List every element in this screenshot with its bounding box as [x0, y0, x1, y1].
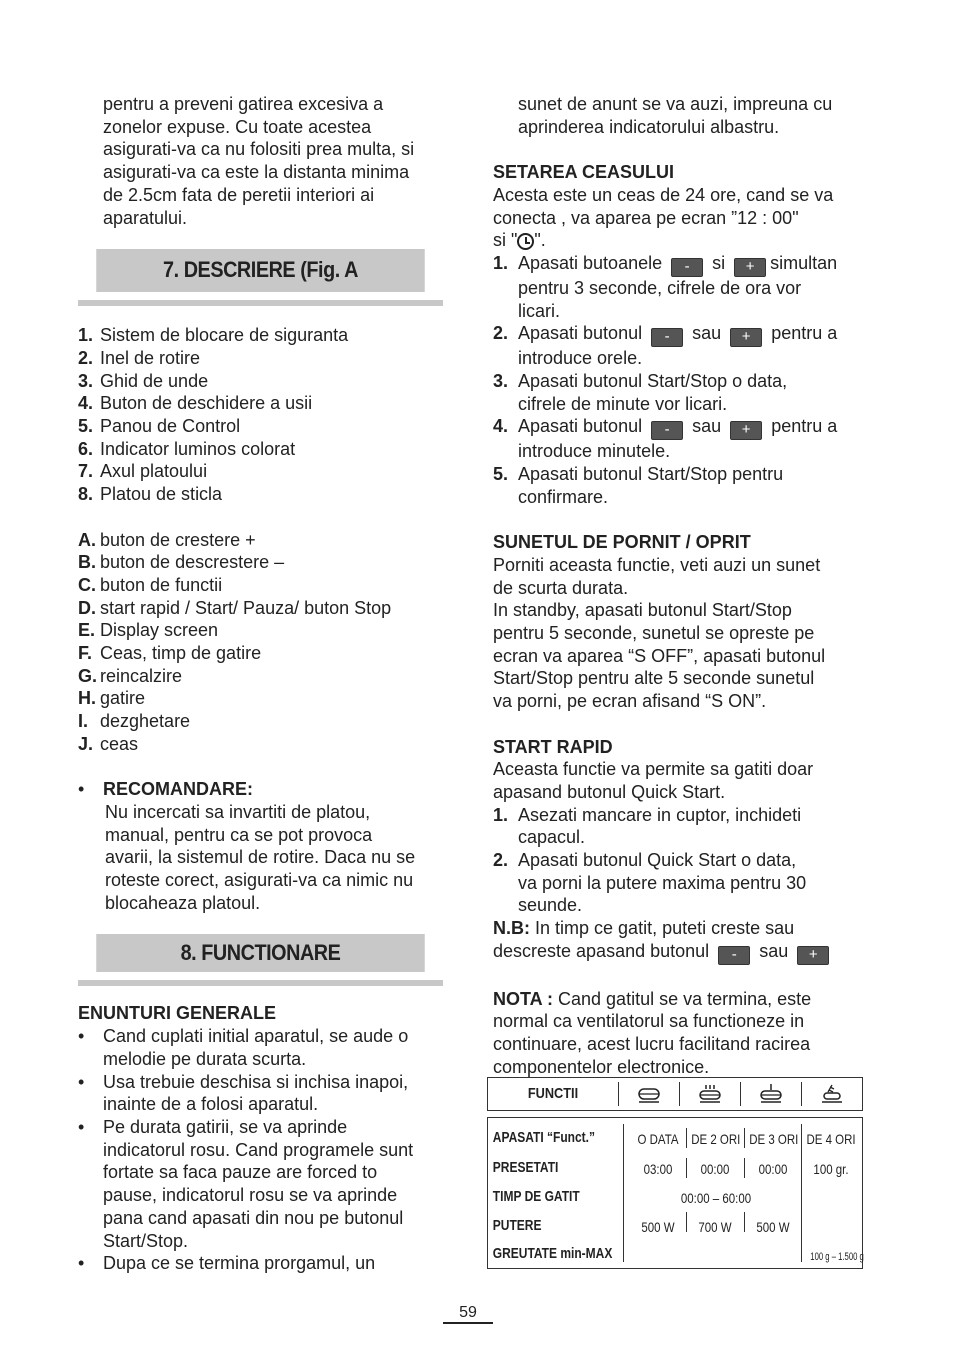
step-number: 3. — [493, 371, 509, 392]
right-column — [493, 93, 863, 1078]
text-line: inainte de a folosi aparatul. — [103, 1094, 319, 1115]
text-line: blocaheaza platoul. — [105, 892, 261, 913]
text-fragment: pentru a — [771, 416, 838, 437]
list-item — [493, 415, 863, 463]
item-text: Platou de sticla — [100, 484, 223, 505]
bullet: • — [78, 779, 85, 800]
item-key: 6. — [78, 438, 94, 459]
item-text: Indicator luminos colorat — [100, 438, 296, 459]
table-cell: 03:00 — [643, 1161, 673, 1177]
clock-function-icon — [618, 1082, 679, 1106]
nb-note — [493, 917, 863, 940]
parts-lettered-list — [78, 529, 443, 756]
row-label: APASATI “Funct.” — [492, 1128, 596, 1146]
general-bullet-list — [78, 1025, 443, 1275]
section-title: 7. DESCRIERE (Fig. A — [163, 257, 358, 283]
step-number: 1. — [493, 252, 509, 273]
plus-button-icon: + — [734, 258, 766, 277]
text-fragment: simultan — [770, 252, 838, 273]
item-text: Inel de rotire — [100, 347, 201, 368]
sound-paragraph — [493, 554, 863, 713]
minus-button-icon: - — [718, 946, 750, 965]
text-line: aparatului. — [103, 207, 188, 228]
item-key: 7. — [78, 461, 94, 482]
text-line: Start/Stop pentru alte 5 seconde sunetul — [493, 668, 815, 689]
text-fragment: In timp ce gatit, puteti creste sau — [535, 918, 795, 939]
text-fragment: sau — [692, 416, 722, 437]
table-cell: 100 gr. — [813, 1161, 849, 1177]
item-text: buton de functii — [100, 574, 223, 595]
bullet: • — [78, 1071, 85, 1092]
row-label: GREUTATE min-MAX — [492, 1244, 613, 1262]
clock-icon — [517, 233, 534, 250]
text-line: manual, pentru ca se pot provoca — [105, 824, 373, 845]
subsection-title: SUNETUL DE PORNIT / OPRIT — [493, 532, 751, 553]
minus-button-icon: - — [651, 421, 683, 440]
item-key: 8. — [78, 484, 94, 505]
cook-function-icon — [740, 1082, 801, 1106]
table-cell: O DATA — [637, 1131, 679, 1147]
item-text: ceas — [100, 733, 139, 754]
text-fragment: sau — [759, 940, 789, 961]
list-item — [78, 1116, 443, 1252]
clock-steps — [493, 252, 863, 509]
row-label: PRESETATI — [492, 1158, 559, 1176]
text-line: conecta , va aparea pe ecran ”12 : 00" — [493, 207, 799, 228]
table-cell: 500 W — [756, 1219, 790, 1235]
step-number: 1. — [493, 804, 509, 825]
text-line: In standby, apasati butonul Start/Stop — [493, 600, 792, 621]
functions-table — [487, 1077, 863, 1269]
nota-note — [493, 988, 863, 1011]
item-text: start rapid / Start/ Pauza/ buton Stop — [100, 597, 392, 618]
list-item — [78, 529, 443, 552]
text-line: Pe durata gatirii, se va aprinde — [103, 1116, 348, 1137]
list-item — [78, 392, 443, 415]
text-line — [493, 229, 863, 252]
table-body — [487, 1117, 863, 1269]
text-line: Apasati butonul Quick Start o data, — [518, 850, 797, 871]
list-item — [78, 733, 443, 756]
text-line: pentru a preveni gatirea excesiva a — [103, 94, 384, 114]
text-line: Apasati butonul Start/Stop o data, — [518, 371, 788, 392]
plus-button-icon: + — [797, 946, 829, 965]
list-item — [78, 710, 443, 733]
item-key: 3. — [78, 370, 94, 391]
text-line: asigurati-va ca nu folositi prea multa, si — [103, 139, 415, 160]
item-key: H. — [78, 688, 96, 709]
text-line: Apasati butonul Start/Stop pentru — [518, 464, 784, 485]
item-text: Sistem de blocare de siguranta — [100, 325, 349, 346]
text-line: normal ca ventilatorul sa functioneze in — [493, 1011, 805, 1032]
list-item — [78, 597, 443, 620]
item-text: dezghetare — [100, 711, 191, 732]
recommendation-text — [78, 801, 443, 915]
item-key: F. — [78, 643, 93, 664]
plus-button-icon: + — [730, 421, 762, 440]
text-fragment: sau — [692, 323, 722, 344]
list-item — [493, 252, 863, 322]
list-item — [493, 322, 863, 370]
minus-button-icon: - — [671, 258, 703, 277]
row-label: PUTERE — [492, 1216, 542, 1234]
list-item — [78, 1025, 443, 1070]
list-item — [493, 463, 863, 508]
bullet: • — [78, 1026, 85, 1047]
list-item — [78, 1071, 443, 1116]
list-item — [78, 415, 443, 438]
list-item — [78, 460, 443, 483]
list-item — [78, 370, 443, 393]
text-fragment: ". — [534, 230, 546, 251]
text-fragment: Cand gatitul se va termina, este — [558, 988, 812, 1009]
text-line: avarii, la sistemul de rotire. Daca nu se — [105, 847, 416, 868]
recommendation-title: RECOMANDARE: — [103, 779, 253, 800]
text-line: continuare, acest lucru facilitand racirea — [493, 1033, 811, 1054]
text-line: sunet de anunt se va auzi, impreuna cu — [518, 94, 833, 114]
plus-button-icon: + — [730, 328, 762, 347]
text-line: zonelor expuse. Cu toate acestea — [103, 116, 372, 137]
list-item — [78, 642, 443, 665]
text-line: melodie pe durata scurta. — [103, 1048, 307, 1069]
text-line: capacul. — [518, 827, 586, 848]
item-text: Axul platoului — [100, 461, 208, 482]
text-line: Aceasta functie va permite sa gatiti doar — [493, 759, 814, 780]
item-key: 5. — [78, 416, 94, 437]
table-cell: 500 W — [641, 1219, 675, 1235]
page-number-underline — [443, 1322, 493, 1324]
item-key: C. — [78, 574, 96, 595]
text-line: asigurati-va ca este la distanta minima — [103, 162, 410, 183]
step-number: 2. — [493, 850, 509, 871]
text-line: pause, indicatorul rosu se va aprinde — [103, 1185, 398, 1206]
item-text: Ghid de unde — [100, 370, 209, 391]
item-key: A. — [78, 529, 96, 550]
item-text: Buton de deschidere a usii — [100, 393, 313, 414]
text-line: introduce minutele. — [518, 441, 671, 462]
list-item — [78, 483, 443, 506]
text-line: Porniti aceasta functie, veti auzi un sunet — [493, 554, 821, 575]
text-line: aprinderea indicatorului albastru. — [518, 116, 780, 137]
section-7-heading — [96, 249, 425, 292]
page-number: 59 — [459, 1304, 477, 1321]
subsection-title: START RAPID — [493, 736, 613, 757]
item-text: buton de descrestere – — [100, 552, 285, 573]
text-fragment: si " — [493, 230, 518, 251]
table-header — [487, 1077, 863, 1111]
text-line: cifrele de minute vor licari. — [518, 393, 728, 414]
row-label: TIMP DE GATIT — [492, 1187, 580, 1205]
item-text: gatire — [100, 688, 146, 709]
bullet: • — [78, 1253, 85, 1274]
text-line: Nu incercati sa invartiti de platou, — [105, 801, 371, 822]
item-text: reincalzire — [100, 665, 183, 686]
text-fragment: pentru a — [771, 323, 838, 344]
text-line: Dupa ce se termina prorgamul, un — [103, 1253, 376, 1274]
bullet: • — [78, 1116, 85, 1137]
section-8-heading — [96, 934, 425, 972]
table-cell: 00:00 – 60:00 — [680, 1190, 752, 1206]
text-line: seunde. — [518, 895, 583, 916]
parts-numbered-list — [78, 324, 443, 506]
text-line: Asezati mancare in cuptor, inchideti — [518, 804, 802, 825]
text-line: pana cand apasati din nou pe butonul — [103, 1207, 404, 1228]
text-line: Acesta este un ceas de 24 ore, cand se va — [493, 184, 834, 205]
item-key: 2. — [78, 347, 94, 368]
continued-paragraph — [493, 93, 863, 138]
list-item — [78, 324, 443, 347]
list-item — [78, 347, 443, 370]
item-key: D. — [78, 597, 96, 618]
text-fragment: descreste apasand butonul — [493, 940, 710, 961]
table-cell: 100 g – 1.500 g — [810, 1251, 864, 1263]
table-cell: 00:00 — [700, 1161, 730, 1177]
nb-label: N.B: — [493, 918, 530, 939]
text-line: apasand butonul Quick Start. — [493, 781, 726, 802]
list-item — [78, 687, 443, 710]
text-line: va porni, pe ecran afisand “S ON”. — [493, 691, 767, 712]
subsection-title: ENUNTURI GENERALE — [78, 1003, 277, 1024]
table-cell: 700 W — [698, 1219, 732, 1235]
text-fragment: Apasati butonul — [518, 416, 643, 437]
text-line: Cand cuplati initial aparatul, se aude o — [103, 1026, 409, 1047]
text-line: confirmare. — [518, 486, 609, 507]
text-line: roteste corect, asigurati-va ca nimic nu — [105, 870, 414, 891]
item-key: I. — [78, 711, 89, 732]
section-title: 8. FUNCTIONARE — [180, 940, 341, 966]
item-text: Ceas, timp de gatire — [100, 643, 262, 664]
list-item — [78, 1252, 443, 1275]
text-line: componentelor electronice. — [493, 1056, 710, 1077]
text-line: Usa trebuie deschisa si inchisa inapoi, — [103, 1071, 409, 1092]
list-item — [493, 804, 863, 849]
step-number: 5. — [493, 464, 509, 485]
step-number: 2. — [493, 323, 509, 344]
text-line: fortate sa faca pauze are forced to — [103, 1162, 378, 1183]
text-fragment: Apasati butoanele — [518, 252, 663, 273]
defrost-function-icon — [801, 1082, 862, 1106]
item-key: 1. — [78, 325, 94, 346]
item-key: B. — [78, 552, 96, 573]
list-item — [78, 551, 443, 574]
table-cell: DE 3 ORI — [749, 1131, 799, 1147]
quick-start-steps — [493, 804, 863, 918]
subsection-title: SETAREA CEASULUI — [493, 162, 675, 183]
item-key: 4. — [78, 393, 94, 414]
text-line: pentru 5 seconde, sunetul se opreste pe — [493, 623, 815, 644]
text-line — [493, 940, 863, 965]
text-line: Start/Stop. — [103, 1230, 189, 1251]
text-line: va porni la putere maxima pentru 30 — [518, 872, 807, 893]
nota-label: NOTA : — [493, 988, 553, 1009]
minus-button-icon: - — [651, 328, 683, 347]
text-line: de 2.5cm fata de peretii interiori ai — [103, 184, 375, 205]
item-text: buton de crestere + — [100, 529, 256, 550]
intro-paragraph — [78, 93, 443, 229]
text-line: pentru 3 seconde, cifrele de ora vor — [518, 277, 802, 298]
list-item — [78, 665, 443, 688]
list-item — [493, 849, 863, 917]
text-line: ecran va aparea “S OFF”, apasati butonul — [493, 645, 826, 666]
text-line: introduce orele. — [518, 348, 643, 369]
table-cell: DE 4 ORI — [806, 1131, 856, 1147]
list-item — [78, 438, 443, 461]
item-text: Panou de Control — [100, 416, 241, 437]
text-line: de scurta durata. — [493, 577, 629, 598]
text-line: licari. — [518, 300, 561, 321]
list-item — [78, 574, 443, 597]
text-fragment: si — [712, 252, 726, 273]
item-text: Display screen — [100, 620, 219, 641]
item-key: J. — [78, 733, 94, 754]
table-cell: DE 2 ORI — [691, 1131, 741, 1147]
recommendation — [78, 778, 443, 801]
list-item — [493, 370, 863, 415]
text-fragment: Apasati butonul — [518, 323, 643, 344]
text-line: indicatorul rosu. Cand programele sunt — [103, 1139, 414, 1160]
table-header-label: FUNCTII — [527, 1084, 579, 1102]
table-row — [488, 1240, 862, 1268]
reheat-function-icon — [679, 1082, 740, 1106]
item-key: E. — [78, 620, 96, 641]
item-key: G. — [78, 665, 98, 686]
left-column — [78, 93, 443, 1275]
step-number: 4. — [493, 416, 509, 437]
table-cell: 00:00 — [758, 1161, 788, 1177]
list-item — [78, 619, 443, 642]
